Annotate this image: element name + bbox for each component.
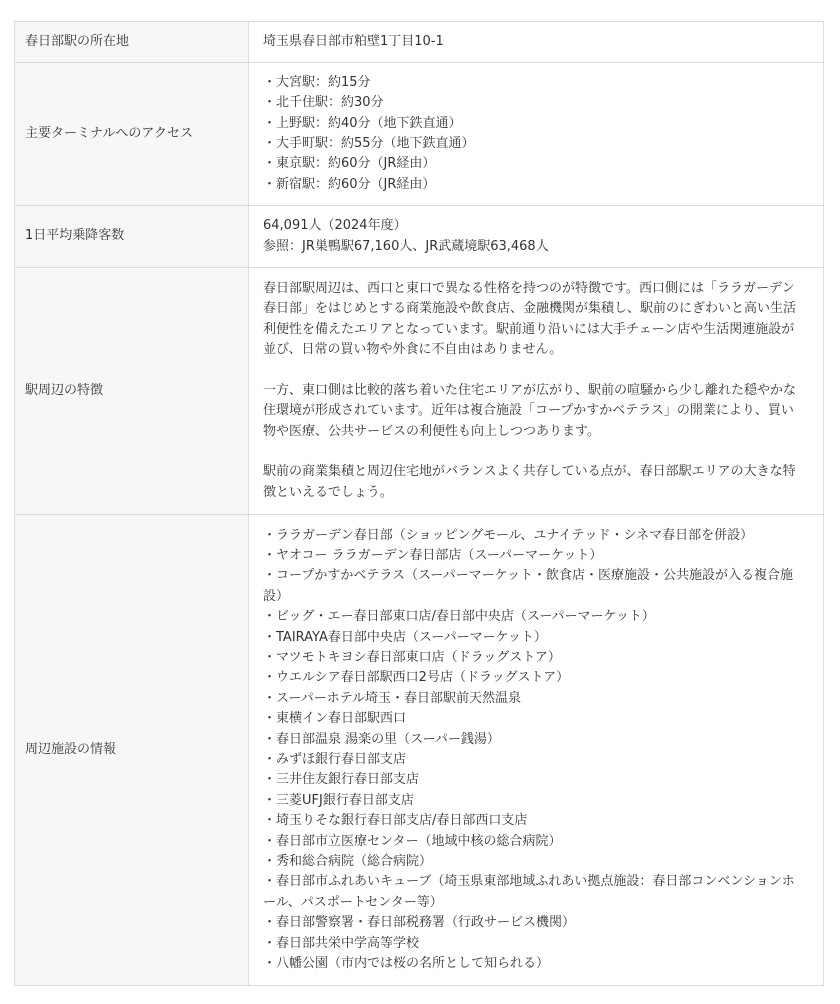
facility-item: ・マツモトキヨシ春日部東口店（ドラッグストア）	[263, 649, 561, 665]
facility-item: ・ウエルシア春日部駅西口2号店（ドラッグストア）	[263, 670, 570, 686]
facility-item: ・秀和総合病院（総合病院）	[263, 854, 433, 870]
access-item: ・大手町駅：約55分（地下鉄直通）	[263, 136, 475, 151]
features-paragraph: 駅前の商業集積と周辺住宅地がバランスよく共存している点が、春日部駅エリアの大きな特徴といえるでしょう。	[263, 464, 796, 500]
facility-item: ・三井住友銀行春日部支店	[263, 772, 420, 788]
facility-item: ・ララガーデン春日部（ショッピングモール、ユナイテッド・シネマ春日部を併設）	[263, 527, 754, 543]
features-paragraph: 春日部駅周辺は、西口と東口で異なる性格を持つのが特徴です。西口側には「ララガーデン春日部」をはじめとする商業施設や飲食店、金融機関が集積し、駅前のにぎわいと高い生活利便性を備えたエリアとなっています。駅前通り沿いには大手チェーン店や生活関連施設が並び、日常の買い物や外食に不自由はありません。	[263, 280, 797, 357]
access-value	[249, 63, 824, 206]
facility-item: ・三菱UFJ銀行春日部支店	[263, 792, 414, 808]
facility-item: ・春日部温泉 湯楽の里（スーパー銭湯）	[263, 731, 500, 747]
facility-item: ・埼玉りそな銀行春日部支店/春日部西口支店	[263, 813, 528, 829]
facility-item: ・春日部市立医療センター（地域中核の総合病院）	[263, 833, 562, 849]
facilities-label: 周辺施設の情報	[15, 515, 249, 986]
access-item: ・大宮駅：約15分	[263, 74, 371, 90]
table-row-facilities	[15, 515, 824, 986]
station-info-table	[14, 21, 824, 986]
ridership-lines	[263, 216, 801, 257]
table-row-access	[15, 63, 824, 206]
access-item: ・東京駅：約60分（JR経由）	[263, 156, 436, 172]
facility-item: ・春日部共栄中学高等学校	[263, 935, 420, 951]
facility-item: ・八幡公園（市内では桜の名所として知られる）	[263, 956, 550, 972]
facility-item: ・みずほ銀行春日部支店	[263, 752, 407, 767]
access-list	[263, 73, 801, 195]
access-label: 主要ターミナルへのアクセス	[15, 63, 249, 206]
facility-item: ・ヤオコー ララガーデン春日部店（スーパーマーケット）	[263, 547, 603, 563]
access-item: ・新宿駅：約60分（JR経由）	[263, 176, 436, 192]
ridership-label: 1日平均乗降客数	[15, 206, 249, 268]
ridership-value	[249, 206, 824, 268]
features-value	[249, 268, 824, 515]
location-label: 春日部駅の所在地	[15, 22, 249, 63]
facility-item: ・TAIRAYA春日部中央店（スーパーマーケット）	[263, 629, 547, 645]
facility-item: ・春日部警察署・春日部税務署（行政サービス機関）	[263, 915, 576, 931]
access-item: ・上野駅：約40分（地下鉄直通）	[263, 115, 462, 131]
location-value: 埼玉県春日部市粕壁1丁目10-1	[249, 22, 824, 63]
ridership-count: 64,091人（2024年度）	[263, 218, 407, 234]
access-item: ・北千住駅：約30分	[263, 95, 384, 111]
facility-item: ・東横イン春日部駅西口	[263, 711, 407, 727]
facility-item: ・春日部市ふれあいキューブ（埼玉県東部地域ふれあい拠点施設：春日部コンベンションホール、パスポートセンター等）	[263, 874, 795, 910]
table-row-features	[15, 268, 824, 515]
facilities-value	[249, 515, 824, 986]
table-row-ridership	[15, 206, 824, 268]
ridership-reference: 参照：JR巣鴨駅67,160人、JR武蔵境駅63,468人	[263, 238, 549, 254]
features-paragraph: 一方、東口側は比較的落ち着いた住宅エリアが広がり、駅前の喧騒から少し離れた穏やかな住環境が形成されています。近年は複合施設「コープかすかベテラス」の開業により、買い物や医療、公共サービスの利便性も向上しつつあります。	[263, 382, 797, 439]
facility-item: ・スーパーホテル埼玉・春日部駅前天然温泉	[263, 690, 522, 706]
facility-item: ・コープかすかベテラス（スーパーマーケット・飲食店・医療施設・公共施設が入る複合施設）	[263, 568, 794, 604]
table-row-location	[15, 22, 824, 63]
features-label: 駅周辺の特徴	[15, 268, 249, 515]
facilities-list	[263, 526, 801, 975]
facility-item: ・ビッグ・エー春日部東口店/春日部中央店（スーパーマーケット）	[263, 609, 655, 625]
